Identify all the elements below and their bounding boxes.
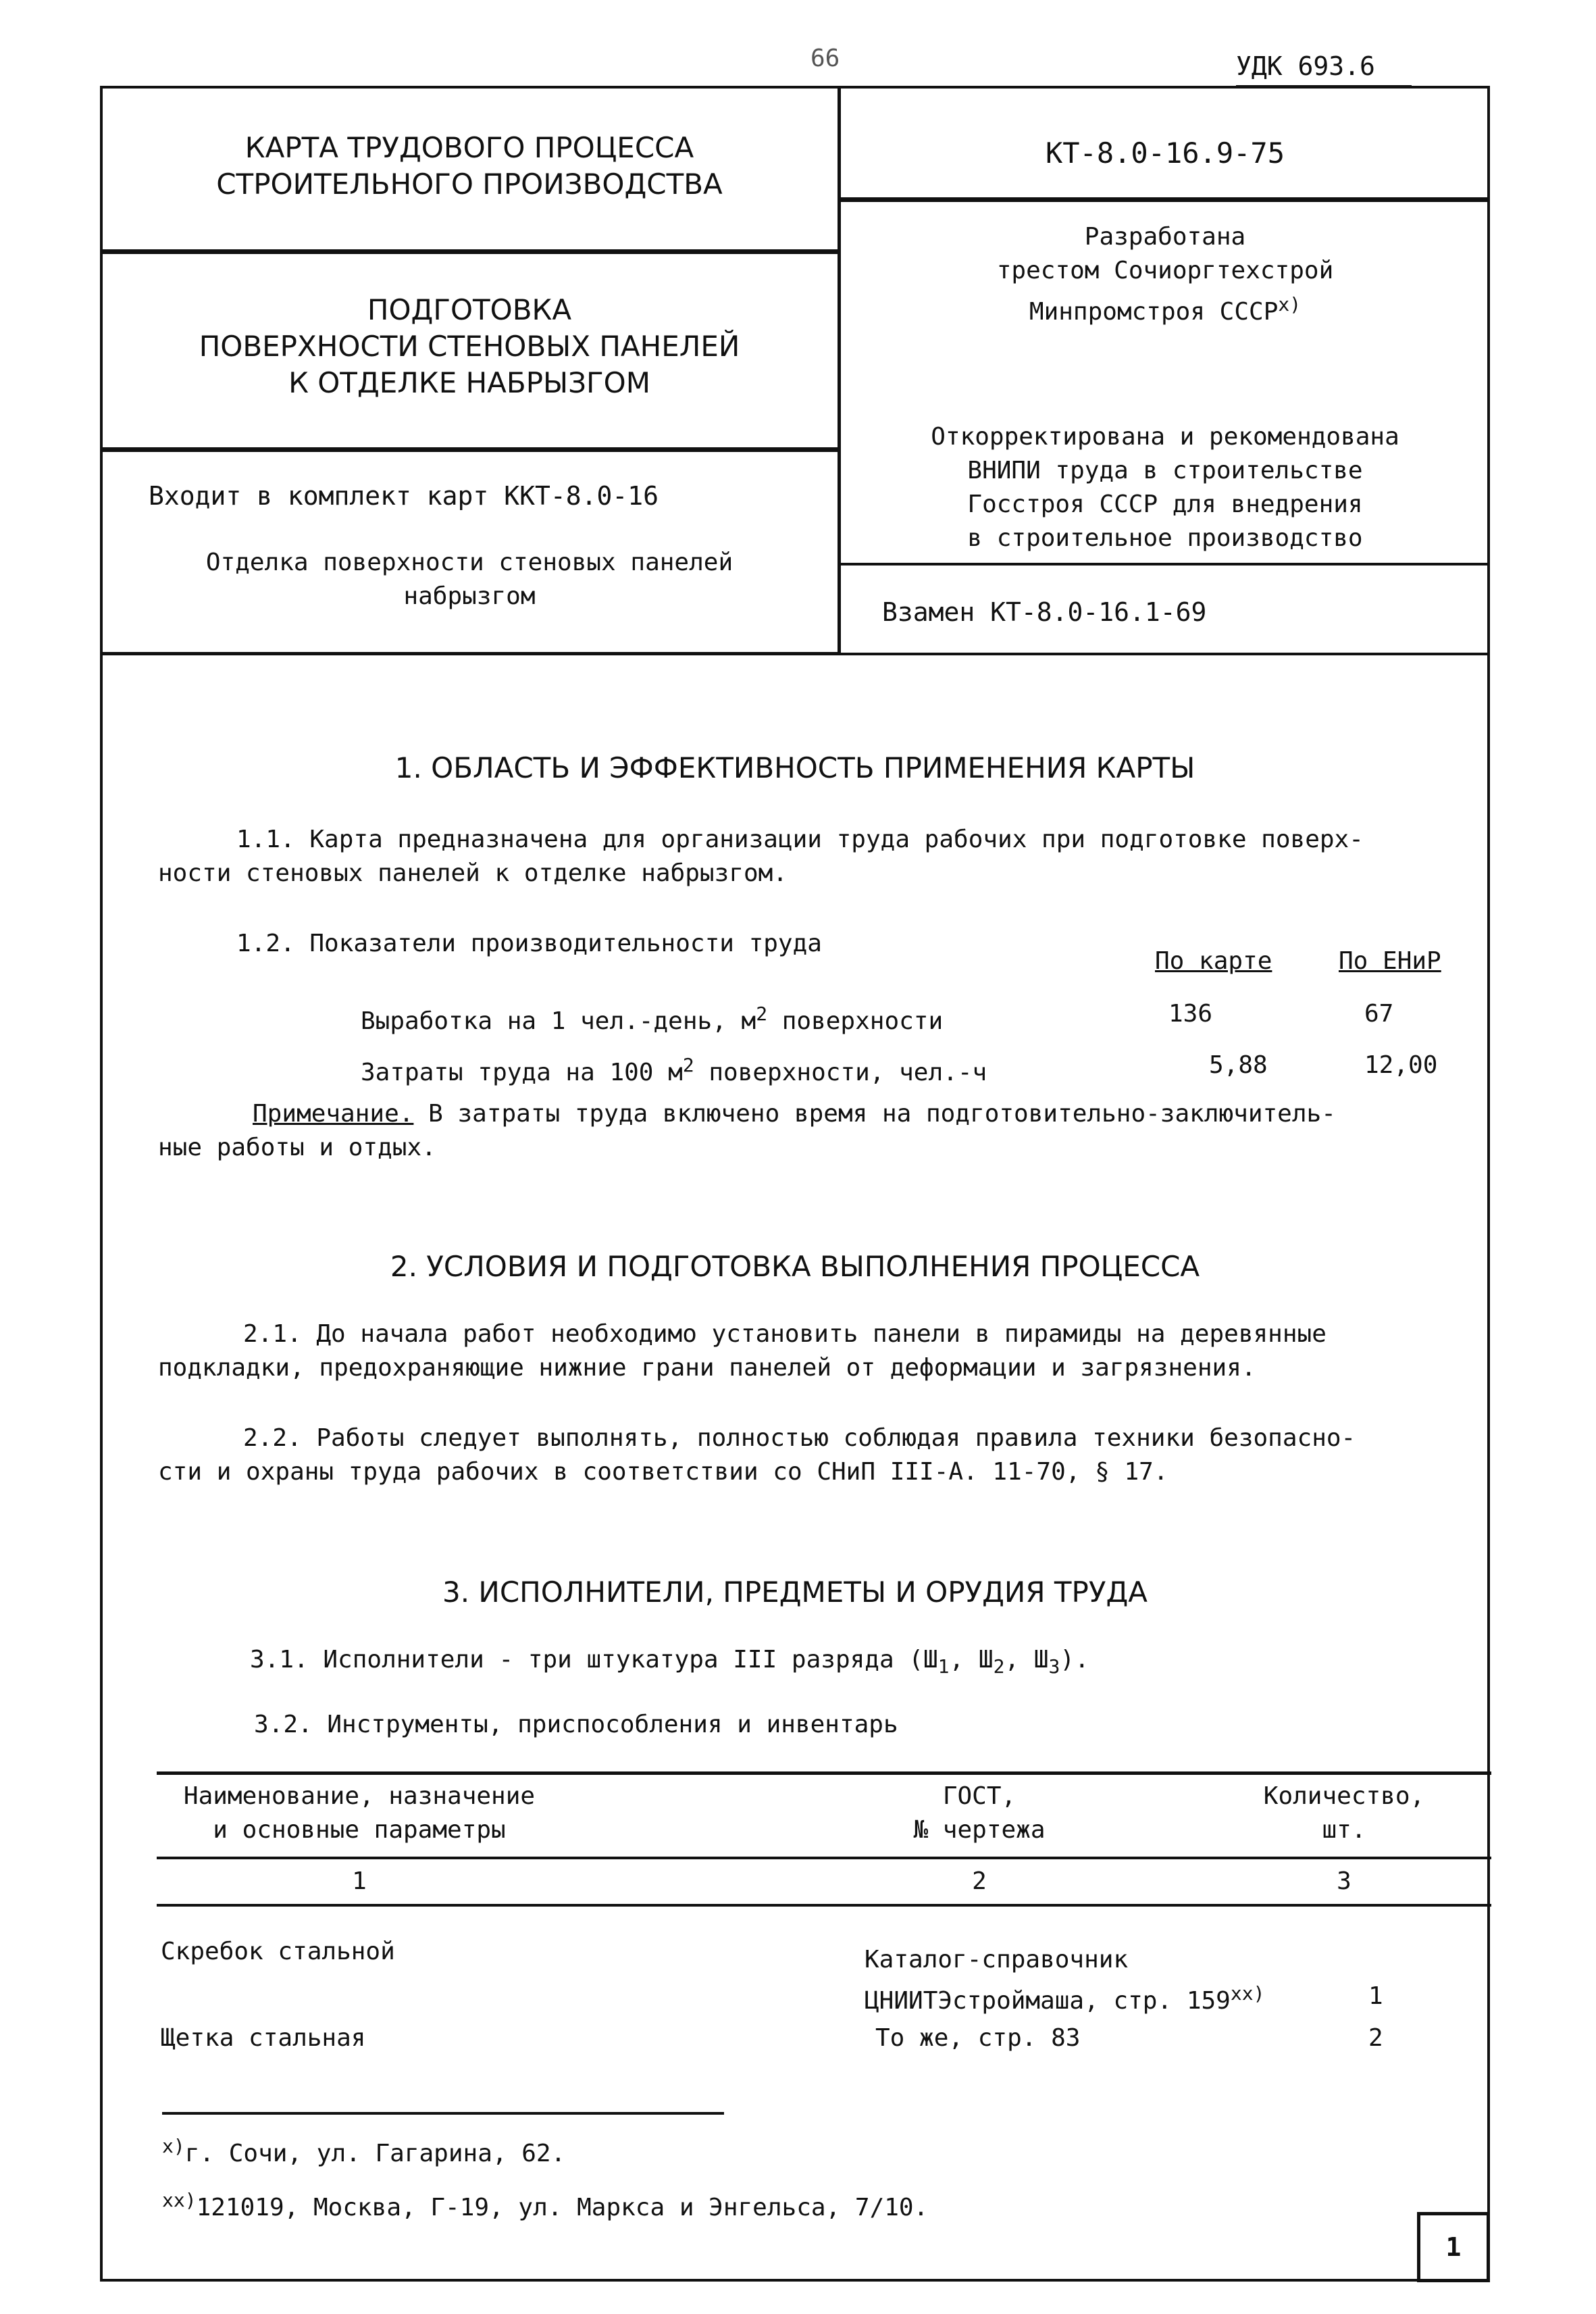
table-row: Щетка стальная	[161, 2024, 366, 2052]
labor-by-card: 5,88	[1209, 1051, 1268, 1079]
table-row-qty: 2	[1368, 2024, 1383, 2052]
table-row: Скребок стальной	[161, 1938, 395, 1965]
footnote-2: $^{xx)}$121019, Москва, Г-19, ул. Маркса и Энгельса, 7/10.	[162, 2189, 929, 2221]
indicator-row-output: Выработка на 1 чел.-день, $м^2$ поверхности	[361, 1003, 944, 1035]
paragraph-2-1: 2.1. До начала работ необходимо установить панели в пирамиды на деревянные подкладки, предохраняющие нижние грани панелей от деформации и загрязнения.	[158, 1320, 1327, 1382]
replaces-card: Взамен КТ-8.0-16.1-69	[882, 597, 1207, 627]
page-number: 1	[1417, 2212, 1490, 2282]
paragraph-3-2: 3.2. Инструменты, приспособления и инвентарь	[254, 1711, 898, 1738]
table-header-gost: ГОСТ, № чертежа	[913, 1782, 1046, 1844]
labor-by-enir: 12,00	[1364, 1051, 1438, 1079]
card-title: КАРТА ТРУДОВОГО ПРОЦЕССА СТРОИТЕЛЬНОГО ПРОИЗВОДСТВА	[216, 131, 723, 201]
card-code: КТ-8.0-16.9-75	[1045, 136, 1285, 170]
section-3-title: 3. ИСПОЛНИТЕЛИ, ПРЕДМЕТЫ И ОРУДИЯ ТРУДА	[442, 1576, 1148, 1609]
section-1-title: 1. ОБЛАСТЬ И ЭФФЕКТИВНОСТЬ ПРИМЕНЕНИЯ КАРТЫ	[394, 751, 1195, 784]
table-col-number-2: 2	[972, 1867, 987, 1895]
correction-info: Откорректирована и рекомендована ВНИПИ труда в строительстве Госстроя СССР для внедрения в строительное производство	[931, 423, 1399, 552]
paragraph-1-2: 1.2. Показатели производительности труда	[236, 930, 822, 957]
table-row-gost: Каталог-справочник ЦНИИТЭстроймаша, стр. 159$^{xx)}$	[865, 1946, 1265, 2015]
card-set-name: Отделка поверхности стеновых панелей набрызгом	[205, 549, 733, 610]
table-col-number-1: 1	[352, 1867, 367, 1895]
table-header-name: Наименование, назначение и основные параметры	[183, 1782, 536, 1844]
table-row-qty: 1	[1368, 1982, 1383, 2010]
card-set: Входит в комплект карт ККТ-8.0-16	[149, 481, 659, 511]
developer-info: Разработана трестом Сочиоргтехстрой Минпромстроя СССР$^{x)}$	[996, 223, 1334, 326]
output-by-card: 136	[1168, 1000, 1213, 1028]
paragraph-1-1: 1.1. Карта предназначена для организации труда рабочих при подготовке поверх- ности стеновых панелей к отделке набрызгом.	[158, 826, 1364, 887]
table-col-number-3: 3	[1337, 1867, 1352, 1895]
table-header-qty: Количество, шт.	[1263, 1782, 1425, 1844]
col-header-enir: По ЕНиР	[1339, 947, 1441, 975]
output-by-enir: 67	[1364, 1000, 1394, 1028]
indicator-row-labor: Затраты труда на 100 $м^2$ поверхности, чел.-ч	[361, 1054, 987, 1086]
udk-code: УДК 693.6	[1236, 51, 1375, 81]
paragraph-2-2: 2.2. Работы следует выполнять, полностью соблюдая правила техники безопасно- сти и охраны труда рабочих в соответствии со СНиП III-А. 11-70, § 17.	[158, 1424, 1356, 1486]
footnote-1: $^{x)}$г. Сочи, ул. Гагарина, 62.	[162, 2135, 566, 2167]
note: Примечание. В затраты труда включено время на подготовительно-заключитель- ные работы и отдых.	[158, 1100, 1336, 1161]
section-2-title: 2. УСЛОВИЯ И ПОДГОТОВКА ВЫПОЛНЕНИЯ ПРОЦЕССА	[390, 1250, 1200, 1283]
col-header-card: По карте	[1155, 947, 1272, 975]
table-row-gost: То же, стр. 83	[875, 2024, 1081, 2052]
card-subject: ПОДГОТОВКА ПОВЕРХНОСТИ СТЕНОВЫХ ПАНЕЛЕЙ К ОТДЕЛКЕ НАБРЫЗГОМ	[199, 293, 740, 399]
paragraph-3-1: 3.1. Исполнители - три штукатура III разряда ($Ш_1$, $Ш_2$, $Ш_3$).	[250, 1646, 1089, 1678]
page-mark: 66	[810, 45, 840, 72]
